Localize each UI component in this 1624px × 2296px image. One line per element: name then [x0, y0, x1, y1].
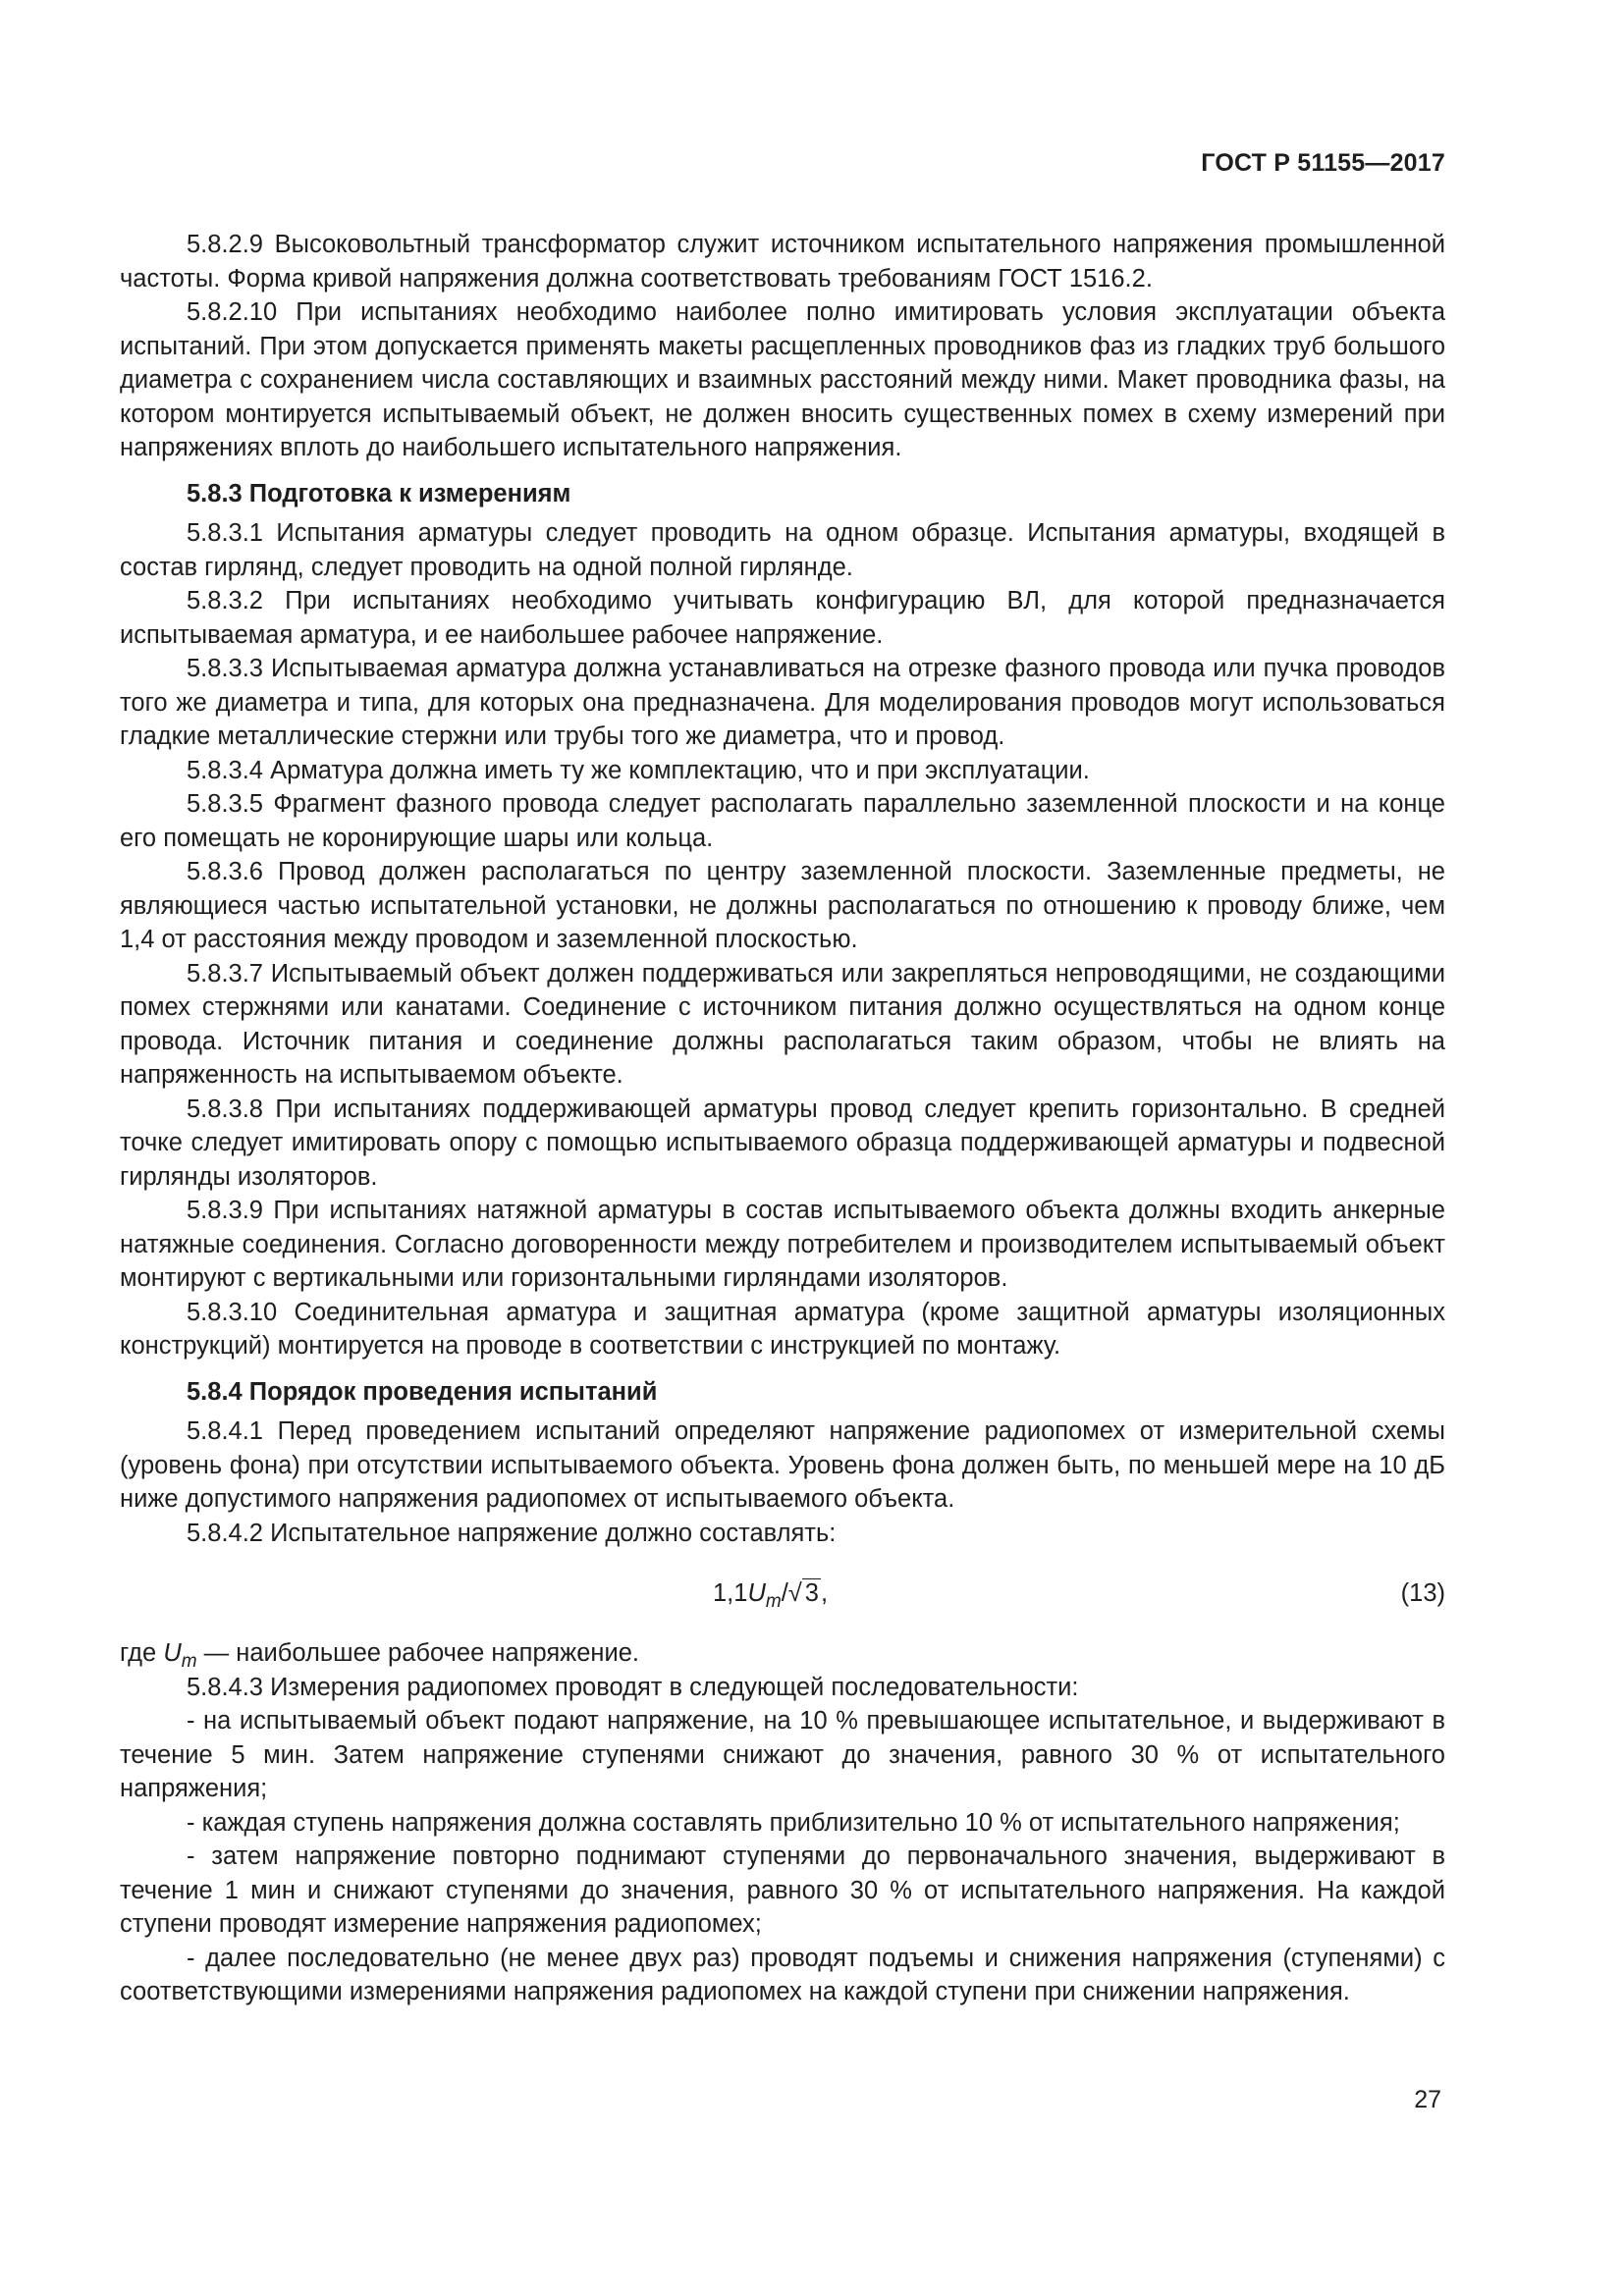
section-heading-5-8-4: 5.8.4 Порядок проведения испытаний	[187, 1377, 658, 1406]
paragraph-5-8-3-1: 5.8.3.1 Испытания арматуры следует проводить на одном образце. Испытания арматуры, входящей в состав гирлянд, следует проводить на одной полной гирлянде.	[120, 519, 1445, 581]
formula-number: (13)	[1400, 1579, 1445, 1607]
paragraph-5-8-4-2: 5.8.4.2 Испытательное напряжение должно составлять:	[187, 1519, 837, 1547]
paragraph-5-8-4-3: 5.8.4.3 Измерения радиопомех проводят в следующей последовательности:	[187, 1673, 1079, 1701]
list-item: - на испытываемый объект подают напряжение, на 10 % превышающее испытательное, и выдерживают в течение 5 мин. Затем напряжение ступенями снижают до значения, равного 30 % от испытательного напряжения;	[120, 1707, 1445, 1802]
page-number: 27	[1414, 2086, 1441, 2113]
paragraph-5-8-3-10: 5.8.3.10 Соединительная арматура и защитная арматура (кроме защитной арматуры изоляционных конструкций) монтируется на проводе в соответствии с инструкцией по монтажу.	[120, 1298, 1445, 1360]
formula-legend: где $U_m$ — наибольшее рабочее напряжение.	[120, 1639, 639, 1672]
paragraph-5-8-3-7: 5.8.3.7 Испытываемый объект должен поддерживаться или закрепляться непроводящими, не создающими помех стержнями или канатами. Соединение с источником питания должно осуществляться на одном конце провода. Источник питания и соединение должны располагаться таким образом, чтобы не влиять на напряженность на испытываемом объекте.	[120, 959, 1445, 1089]
paragraph-5-8-3-9: 5.8.3.9 При испытаниях натяжной арматуры в состав испытываемого объекта должны входить анкерные натяжные соединения. Согласно договоренности между потребителем и производителем испытываемый объект монтируют с вертикальными или горизонтальными гирляндами изоляторов.	[120, 1197, 1445, 1292]
formula-13	[120, 1575, 1445, 1611]
paragraph-5-8-3-3: 5.8.3.3 Испытываемая арматура должна устанавливаться на отрезке фазного провода или пучка проводов того же диаметра и типа, для которых она предназначена. Для моделирования проводов могут использоваться гладкие металлические стержни или трубы того же диаметра, что и провод.	[120, 655, 1445, 750]
paragraph-5-8-3-8: 5.8.3.8 При испытаниях поддерживающей арматуры провод следует крепить горизонтально. В средней точке следует имитировать опору с помощью испытываемого образца поддерживающей арматуры и подвесной гирлянды изоляторов.	[120, 1095, 1445, 1191]
list-item: - затем напряжение повторно поднимают ступенями до первоначального значения, выдерживают в течение 1 мин и снижают ступенями до значения, равного 30 % от испытательного напряжения. На каждой ступени проводят измерение напряжения радиопомех;	[120, 1842, 1445, 1938]
sqrt-sign: √	[787, 1579, 802, 1607]
paragraph-5-8-3-4: 5.8.3.4 Арматура должна иметь ту же комплектацию, что и при эксплуатации.	[187, 756, 1090, 784]
formula-expression: $1,1U_m/√$ 3,	[713, 1579, 829, 1612]
paragraph-5-8-3-5: 5.8.3.5 Фрагмент фазного провода следует располагать параллельно заземленной плоскости и на конце его помещать не коронирующие шары или кольца.	[120, 790, 1445, 852]
section-heading-5-8-3: 5.8.3 Подготовка к измерениям	[187, 479, 571, 507]
list-item: - каждая ступень напряжения должна составлять приблизительно 10 % от испытательного напряжения;	[187, 1808, 1400, 1837]
paragraph-5-8-2-10: 5.8.2.10 При испытаниях необходимо наиболее полно имитировать условия эксплуатации объекта испытаний. При этом допускается применять макеты расщепленных проводников фаз из гладких труб большого диаметра с сохранением числа составляющих и взаимных расстояний между ними. Макет проводника фазы, на котором монтируется испытываемый объект, не должен вносить существенных помех в схему измерений при напряжениях вплоть до наибольшего испытательного напряжения.	[120, 298, 1445, 461]
paragraph-5-8-2-9: 5.8.2.9 Высоковольтный трансформатор служит источником испытательного напряжения промышленной частоты. Форма кривой напряжения должна соответствовать требованиям ГОСТ 1516.2.	[120, 231, 1445, 293]
list-item: - далее последовательно (не менее двух раз) проводят подъемы и снижения напряжения (ступенями) с соответствующими измерениями напряжения радиопомех на каждой ступени при снижении напряжения.	[120, 1944, 1445, 2005]
paragraph-5-8-4-1: 5.8.4.1 Перед проведением испытаний определяют напряжение радиопомех от измерительной схемы (уровень фона) при отсутствии испытываемого объекта. Уровень фона должен быть, по меньшей мере на 10 дБ ниже допустимого напряжения радиопомех от испытываемого объекта.	[120, 1417, 1445, 1513]
paragraph-5-8-3-6: 5.8.3.6 Провод должен располагаться по центру заземленной плоскости. Заземленные предметы, не являющиеся частью испытательной установки, не должны располагаться по отношению к проводу ближе, чем 1,4 от расстояния между проводом и заземленной плоскостью.	[120, 858, 1445, 953]
document-designation: ГОСТ Р 51155—2017	[1201, 149, 1445, 177]
paragraph-5-8-3-2: 5.8.3.2 При испытаниях необходимо учитывать конфигурацию ВЛ, для которой предназначается испытываемая арматура, и ее наибольшее рабочее напряжение.	[120, 587, 1445, 649]
document-body	[120, 228, 1445, 2009]
